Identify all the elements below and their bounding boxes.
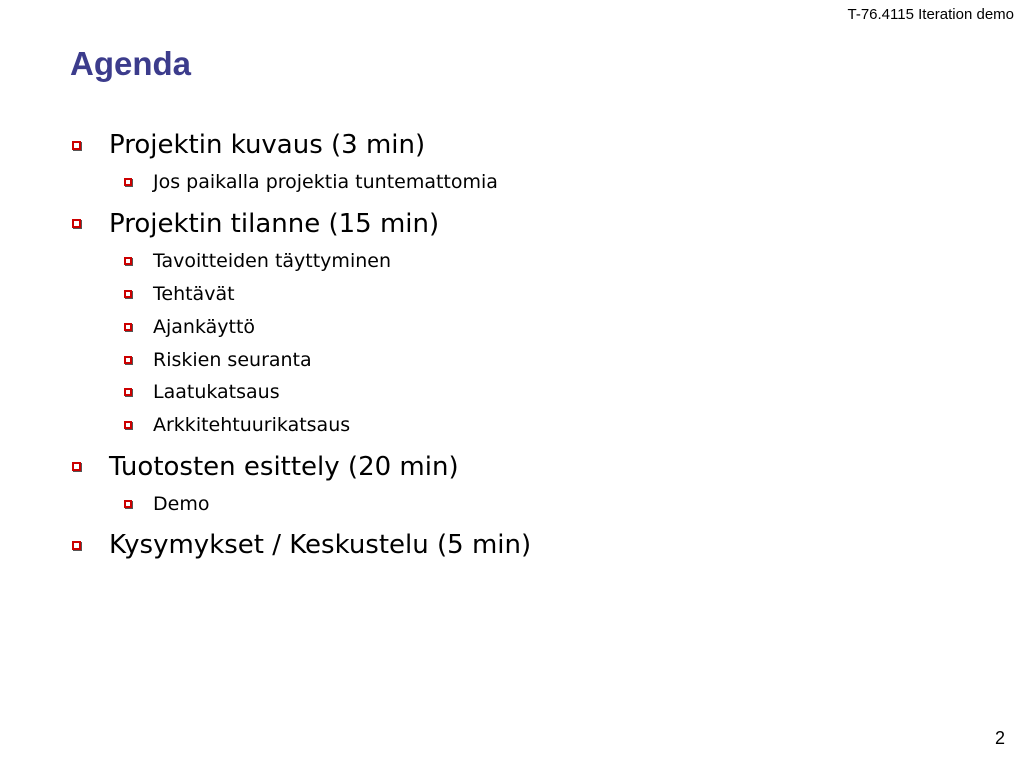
agenda-subitem xyxy=(70,409,970,442)
agenda-item-questions-discussion xyxy=(70,524,970,566)
agenda-subitem xyxy=(70,376,970,409)
slide-title: Agenda xyxy=(70,45,192,82)
course-header: T-76.4115 Iteration demo xyxy=(847,6,1014,23)
square-bullet-icon xyxy=(124,178,132,186)
agenda-item-label: Tuotosten esittely (20 min) xyxy=(109,451,459,482)
square-bullet-icon xyxy=(124,356,132,364)
agenda-item-project-description xyxy=(70,124,970,199)
square-bullet-icon xyxy=(72,219,81,228)
agenda-subitem-label: Tavoitteiden täyttyminen xyxy=(153,250,391,273)
square-bullet-icon xyxy=(124,323,132,331)
square-bullet-icon xyxy=(124,388,132,396)
square-bullet-icon xyxy=(124,290,132,298)
agenda-subitem-label: Laatukatsaus xyxy=(153,381,280,404)
agenda-sub-list xyxy=(70,166,970,199)
square-bullet-icon xyxy=(72,141,81,150)
agenda-subitem xyxy=(70,245,970,278)
square-bullet-icon xyxy=(124,257,132,265)
page-number: 2 xyxy=(994,728,1005,748)
agenda-subitem-label: Jos paikalla projektia tuntemattomia xyxy=(153,171,498,194)
agenda-subitem xyxy=(70,278,970,311)
agenda-subitem-label: Demo xyxy=(153,492,210,515)
agenda-subitem-label: Arkkitehtuurikatsaus xyxy=(153,414,351,437)
agenda-item-project-status xyxy=(70,203,970,442)
agenda-subitem-label: Riskien seuranta xyxy=(153,348,312,371)
agenda-subitem-label: Tehtävät xyxy=(153,282,235,305)
square-bullet-icon xyxy=(124,500,132,508)
agenda-subitem xyxy=(70,310,970,343)
square-bullet-icon xyxy=(124,421,132,429)
agenda-subitem xyxy=(70,488,970,521)
square-bullet-icon xyxy=(72,462,81,471)
agenda-item-label: Kysymykset / Keskustelu (5 min) xyxy=(109,530,532,561)
agenda-sub-list xyxy=(70,488,970,521)
agenda-item-label: Projektin tilanne (15 min) xyxy=(109,208,440,239)
square-bullet-icon xyxy=(72,541,81,550)
agenda-list xyxy=(70,124,970,570)
agenda-subitem xyxy=(70,343,970,376)
agenda-subitem xyxy=(70,166,970,199)
agenda-subitem-label: Ajankäyttö xyxy=(153,315,256,338)
agenda-item-label: Projektin kuvaus (3 min) xyxy=(109,130,426,160)
agenda-sub-list xyxy=(70,245,970,442)
agenda-item-deliverables-demo xyxy=(70,446,970,521)
